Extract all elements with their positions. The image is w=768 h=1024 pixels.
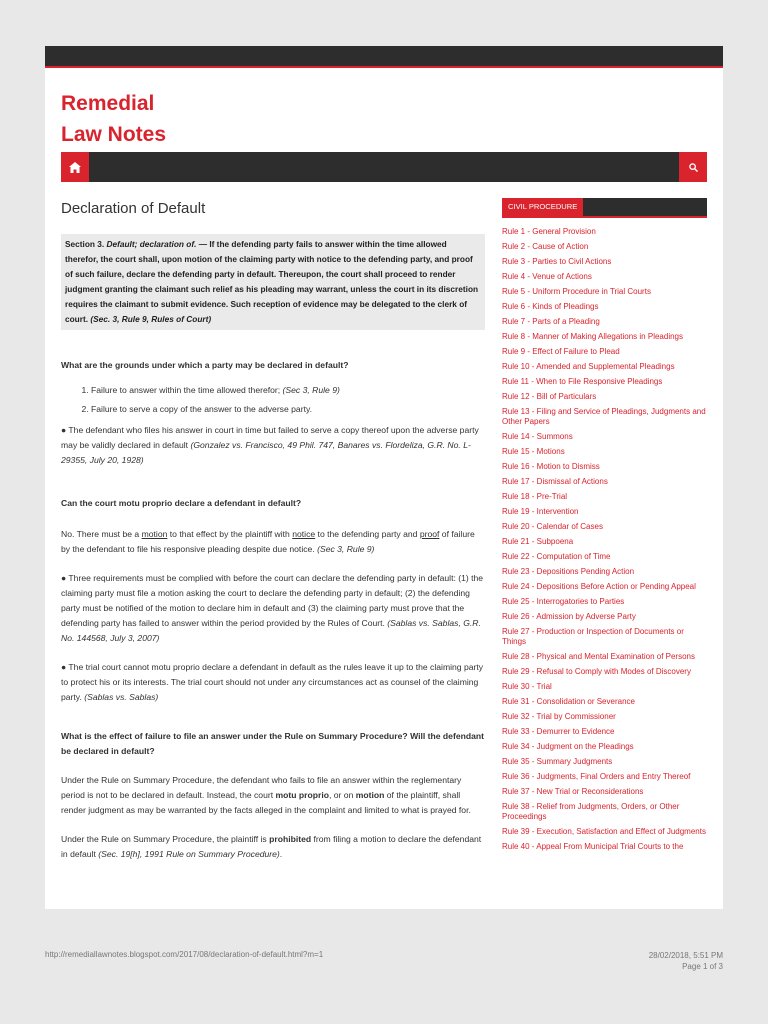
site-title-line2[interactable]: Law Notes	[61, 123, 167, 146]
sidebar-rule-link[interactable]: Rule 1 - General Provision	[502, 226, 596, 236]
sidebar-rule-link[interactable]: Rule 22 - Computation of Time	[502, 551, 611, 561]
sidebar	[502, 198, 707, 854]
motion-link[interactable]: motion	[141, 529, 168, 539]
sidebar-rule-link[interactable]: Rule 6 - Kinds of Pleadings	[502, 301, 599, 311]
paragraph-4	[61, 660, 485, 705]
sidebar-rule-link[interactable]: Rule 27 - Production or Inspection of Documents or Things	[502, 626, 684, 646]
sidebar-rule-link[interactable]: Rule 20 - Calendar of Cases	[502, 521, 603, 531]
p6-cite: (Sec. 19[h], 1991 Rule on Summary Procedure)	[98, 849, 280, 859]
paragraph-1-cite: (Gonzalez vs. Francisco, 49 Phil. 747, Banares vs. Flordeliza, G.R. No. L-29355, July 20, 1928)	[61, 440, 471, 465]
footer-url: http://remediallawnotes.blogspot.com/2017/08/declaration-of-default.html?m=1	[45, 950, 324, 959]
sidebar-rule-link[interactable]: Rule 40 - Appeal From Municipal Trial Courts to the	[502, 841, 684, 851]
sidebar-rule-link[interactable]: Rule 24 - Depositions Before Action or Pending Appeal	[502, 581, 696, 591]
p4-cite: (Sablas vs. Sablas)	[84, 692, 159, 702]
sidebar-rule-link[interactable]: Rule 5 - Uniform Procedure in Trial Courts	[502, 286, 651, 296]
p4-text: ● The trial court cannot motu proprio declare a defendant in default as the rules leave it up to the claiming party to protect his or its interests. The trial court should not under any circumstances act as counsel of the claiming party.	[61, 662, 484, 702]
p2-text-b: to that effect by the plaintiff with	[167, 529, 293, 539]
footer-info	[649, 950, 723, 972]
notice-link[interactable]: notice	[292, 529, 316, 539]
sidebar-header	[502, 198, 707, 218]
search-icon	[689, 163, 698, 172]
p3-cite: (Sablas vs. Sablas, G.R. No. 144568, July 3, 2007)	[61, 618, 481, 643]
sidebar-rule-link[interactable]: Rule 34 - Judgment on the Pleadings	[502, 741, 634, 751]
sidebar-rule-link[interactable]: Rule 33 - Demurrer to Evidence	[502, 726, 615, 736]
page-sheet	[45, 46, 723, 909]
sidebar-rule-link[interactable]: Rule 29 - Refusal to Comply with Modes of Discovery	[502, 666, 691, 676]
p6-text-b: from filing a motion to declare the defendant in default	[61, 834, 482, 859]
sidebar-label[interactable]: CIVIL PROCEDURE	[502, 198, 583, 216]
p5-text-b: , or on	[328, 790, 356, 800]
sidebar-rule-link[interactable]: Rule 21 - Subpoena	[502, 536, 574, 546]
home-icon	[69, 162, 81, 173]
footer-page: Page 1 of 3	[682, 962, 723, 971]
sidebar-rule-link[interactable]: Rule 31 - Consolidation or Severance	[502, 696, 635, 706]
rule-quote	[61, 234, 485, 330]
paragraph-6	[61, 832, 485, 862]
sidebar-rule-link[interactable]: Rule 38 - Relief from Judgments, Orders, or Other Proceedings	[502, 801, 680, 821]
sidebar-rule-link[interactable]: Rule 19 - Intervention	[502, 506, 579, 516]
question-3: What is the effect of failure to file an answer under the Rule on Summary Procedure? Will the defendant be declared in default?	[61, 731, 484, 756]
p2-text-a: No. There must be a	[61, 529, 142, 539]
paragraph-1	[61, 423, 485, 468]
home-button[interactable]	[61, 152, 89, 182]
list-item-text: Failure to answer within the time allowed therefor;	[91, 385, 283, 395]
sidebar-rule-link[interactable]: Rule 12 - Bill of Particulars	[502, 391, 597, 401]
search-button[interactable]	[679, 152, 707, 182]
paragraph-3	[61, 571, 485, 646]
sidebar-rule-link[interactable]: Rule 18 - Pre-Trial	[502, 491, 568, 501]
sidebar-rule-link[interactable]: Rule 10 - Amended and Supplemental Pleadings	[502, 361, 675, 371]
p6-text-a: Under the Rule on Summary Procedure, the plaintiff is	[61, 834, 270, 844]
post-body	[61, 234, 485, 862]
quote-citation: (Sec. 3, Rule 9, Rules of Court)	[90, 314, 212, 324]
paragraph-2	[61, 527, 485, 557]
post-title: Declaration of Default	[61, 200, 206, 217]
p5-text-c: of the plaintiff, shall render judgment as may be warranted by the facts alleged in the complaint and limited to what is prayed for.	[61, 790, 471, 815]
sidebar-rule-link[interactable]: Rule 4 - Venue of Actions	[502, 271, 592, 281]
sidebar-rule-link[interactable]: Rule 30 - Trial	[502, 681, 552, 691]
sidebar-rule-link[interactable]: Rule 32 - Trial by Commissioner	[502, 711, 616, 721]
list-item-cite: (Sec 3, Rule 9)	[282, 385, 340, 395]
sidebar-rule-link[interactable]: Rule 13 - Filing and Service of Pleadings, Judgments and Other Papers	[502, 406, 706, 426]
p5-text-a: Under the Rule on Summary Procedure, the defendant who fails to file an answer within the reglementary period is not to be declared in default. Instead, the court	[61, 775, 462, 800]
p5-motion: motion	[355, 790, 385, 800]
sidebar-rule-link[interactable]: Rule 28 - Physical and Mental Examination of Persons	[502, 651, 695, 661]
sidebar-rule-link[interactable]: Rule 16 - Motion to Dismiss	[502, 461, 600, 471]
p2-cite: (Sec 3, Rule 9)	[317, 544, 375, 554]
p2-text-d: of failure by the defendant to file his responsive pleading despite due notice.	[61, 529, 475, 554]
rules-list	[502, 224, 707, 854]
p3-text: ● Three requirements must be complied with before the court can declare the defending party in default: (1) the claiming party must file a motion asking the court to declare the defending party in default; (2) the defending party must be notified of the motion to declare him in default and (3) the claiming party must prove that the defending party has failed to answer within the period provided by the Rules of Court.	[61, 573, 484, 628]
sidebar-rule-link[interactable]: Rule 14 - Summons	[502, 431, 573, 441]
question-1: What are the grounds under which a party may be declared in default?	[61, 360, 349, 370]
quote-body: — If the defending party fails to answer within the time allowed therefor, the court shall, upon motion of the claiming party with notice to the defending party, and proof of such failure, declare the defending party in default. Thereupon, the court shall proceed to render judgment granting the claimant such relief as his pleading may warrant, unless the court in its discretion requires the claimant to submit evidence. Such reception of evidence may be delegated to the clerk of court.	[65, 239, 479, 324]
sidebar-rule-link[interactable]: Rule 3 - Parties to Civil Actions	[502, 256, 612, 266]
list-item	[91, 383, 485, 398]
paragraph-5	[61, 773, 485, 818]
top-bar	[45, 46, 723, 68]
quote-prefix: Section 3.	[65, 239, 107, 249]
sidebar-rule-link[interactable]: Rule 37 - New Trial or Reconsiderations	[502, 786, 644, 796]
sidebar-rule-link[interactable]: Rule 26 - Admission by Adverse Party	[502, 611, 636, 621]
sidebar-rule-link[interactable]: Rule 15 - Motions	[502, 446, 565, 456]
p6-text-c: .	[279, 849, 283, 859]
footer-datetime: 28/02/2018, 5:51 PM	[648, 951, 723, 960]
sidebar-rule-link[interactable]: Rule 39 - Execution, Satisfaction and Effect of Judgments	[502, 826, 706, 836]
sidebar-rule-link[interactable]: Rule 2 - Cause of Action	[502, 241, 589, 251]
nav-bar	[61, 152, 707, 182]
sidebar-rule-link[interactable]: Rule 35 - Summary Judgments	[502, 756, 613, 766]
sidebar-rule-link[interactable]: Rule 23 - Depositions Pending Action	[502, 566, 635, 576]
list-item-text: Failure to serve a copy of the answer to the adverse party.	[91, 404, 313, 414]
site-title-line1[interactable]: Remedial	[61, 92, 155, 115]
question-2: Can the court motu proprio declare a defendant in default?	[61, 498, 302, 508]
sidebar-rule-link[interactable]: Rule 25 - Interrogatories to Parties	[502, 596, 625, 606]
sidebar-rule-link[interactable]: Rule 36 - Judgments, Final Orders and Entry Thereof	[502, 771, 691, 781]
sidebar-rule-link[interactable]: Rule 7 - Parts of a Pleading	[502, 316, 600, 326]
sidebar-rule-link[interactable]: Rule 17 - Dismissal of Actions	[502, 476, 608, 486]
grounds-list	[61, 383, 485, 417]
paragraph-1-text: ● The defendant who files his answer in court in time but failed to serve a copy thereof upon the adverse party may be validly declared in default	[61, 425, 479, 450]
quote-italic-title: Default; declaration of.	[106, 239, 197, 249]
sidebar-rule-link[interactable]: Rule 9 - Effect of Failure to Plead	[502, 346, 620, 356]
p2-text-c: to the defending party and	[315, 529, 420, 539]
proof-link[interactable]: proof	[419, 529, 440, 539]
site-title[interactable]	[61, 88, 166, 150]
p5-motu-proprio: motu proprio	[275, 790, 329, 800]
p6-prohibited: prohibited	[269, 834, 312, 844]
list-item	[91, 402, 485, 417]
sidebar-rule-link[interactable]: Rule 8 - Manner of Making Allegations in Pleadings	[502, 331, 683, 341]
sidebar-rule-link[interactable]: Rule 11 - When to File Responsive Pleadings	[502, 376, 663, 386]
